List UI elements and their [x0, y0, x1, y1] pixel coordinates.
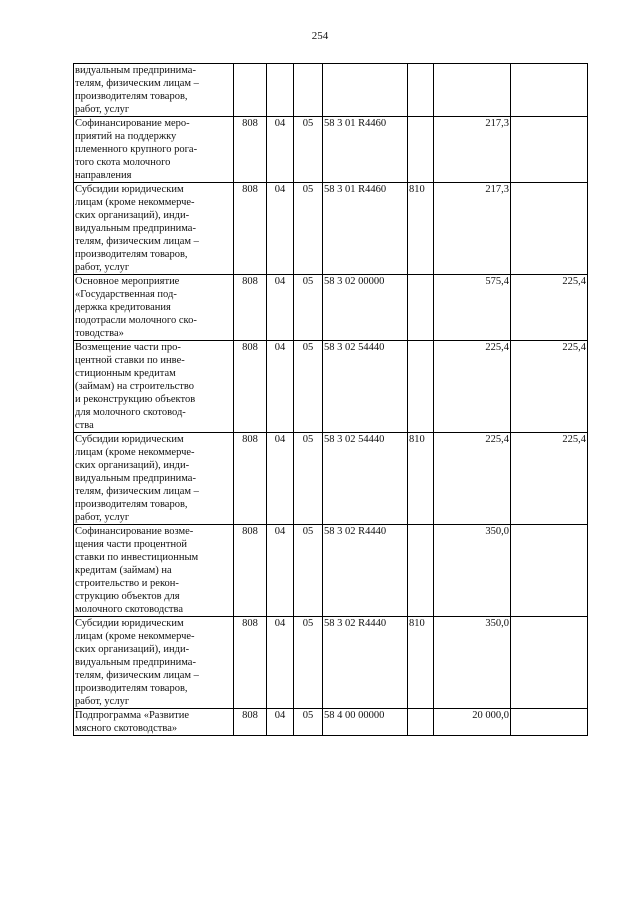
- cell-ministry-code: 808: [234, 709, 267, 736]
- item-name-line: ских организаций), инди-: [75, 210, 190, 221]
- item-name-line: Подпрограмма «Развитие: [75, 710, 190, 721]
- item-name-line: Субсидии юридическим: [75, 618, 184, 629]
- cell-section-code: 04: [267, 183, 294, 275]
- cell-expense-type: [408, 275, 434, 341]
- cell-amount-1: 217,3: [434, 183, 511, 275]
- table-row: [74, 64, 588, 117]
- cell-ministry-code: 808: [234, 433, 267, 525]
- cell-amount-2: [511, 525, 588, 617]
- cell-ministry-code: 808: [234, 525, 267, 617]
- item-name-line: производителям товаров,: [75, 683, 188, 694]
- item-name-line: видуальным предпринима-: [75, 473, 196, 484]
- cell-ministry-code: 808: [234, 341, 267, 433]
- item-name-line: племенного крупного рога-: [75, 144, 198, 155]
- item-name-line: Софинансирование возме-: [75, 526, 194, 537]
- cell-expense-type: [408, 709, 434, 736]
- cell-amount-2: 225,4: [511, 341, 588, 433]
- cell-expense-type: 810: [408, 617, 434, 709]
- cell-section-code: [267, 64, 294, 117]
- item-name-line: видуальным предпринима-: [75, 657, 196, 668]
- cell-section-code: 04: [267, 709, 294, 736]
- cell-section-code: 04: [267, 341, 294, 433]
- item-name-line: видуальным предпринима-: [75, 223, 196, 234]
- cell-ministry-code: 808: [234, 275, 267, 341]
- cell-amount-2: [511, 709, 588, 736]
- item-name-line: производителям товаров,: [75, 499, 188, 510]
- cell-amount-2: 225,4: [511, 275, 588, 341]
- cell-subsection-code: 05: [294, 709, 323, 736]
- item-name-line: работ, услуг: [75, 696, 130, 707]
- cell-ministry-code: [234, 64, 267, 117]
- item-name-line: для молочного скотовод-: [75, 407, 186, 418]
- cell-expense-type: 810: [408, 183, 434, 275]
- item-name-line: струкцию объектов для: [75, 591, 180, 602]
- item-name-line: ства: [75, 420, 94, 431]
- item-name-line: держка кредитования: [75, 302, 171, 313]
- cell-amount-1: 575,4: [434, 275, 511, 341]
- cell-target-article: 58 3 02 00000: [323, 275, 408, 341]
- cell-subsection-code: 05: [294, 433, 323, 525]
- item-name-line: приятий на поддержку: [75, 131, 177, 142]
- cell-expense-type: [408, 341, 434, 433]
- cell-expense-type: [408, 117, 434, 183]
- item-name-line: подотрасли молочного ско-: [75, 315, 197, 326]
- table-row: [74, 275, 588, 341]
- item-name-line: стиционным кредитам: [75, 368, 176, 379]
- cell-target-article: 58 3 02 54440: [323, 433, 408, 525]
- cell-section-code: 04: [267, 433, 294, 525]
- item-name-line: Софинансирование меро-: [75, 118, 190, 129]
- item-name-line: лицам (кроме некоммерче-: [75, 197, 195, 208]
- cell-amount-1: [434, 64, 511, 117]
- cell-target-article: 58 3 02 R4440: [323, 525, 408, 617]
- cell-item-name: [74, 275, 234, 341]
- table-row: [74, 433, 588, 525]
- cell-item-name: [74, 341, 234, 433]
- budget-table-body: [74, 64, 588, 736]
- cell-amount-2: 225,4: [511, 433, 588, 525]
- cell-target-article: 58 3 01 R4460: [323, 117, 408, 183]
- cell-target-article: 58 3 01 R4460: [323, 183, 408, 275]
- item-name-line: телям, физическим лицам –: [75, 236, 199, 247]
- item-name-line: Субсидии юридическим: [75, 434, 184, 445]
- table-row: [74, 525, 588, 617]
- cell-target-article: 58 3 02 R4440: [323, 617, 408, 709]
- item-name-line: ских организаций), инди-: [75, 644, 190, 655]
- cell-amount-2: [511, 117, 588, 183]
- cell-expense-type: [408, 64, 434, 117]
- item-name-line: лицам (кроме некоммерче-: [75, 631, 195, 642]
- cell-item-name: [74, 617, 234, 709]
- item-name-line: работ, услуг: [75, 512, 130, 523]
- cell-expense-type: 810: [408, 433, 434, 525]
- cell-section-code: 04: [267, 275, 294, 341]
- cell-item-name: [74, 64, 234, 117]
- item-name-line: направления: [75, 170, 132, 181]
- item-name-line: «Государственная под-: [75, 289, 177, 300]
- item-name-line: телям, физическим лицам –: [75, 78, 199, 89]
- cell-section-code: 04: [267, 525, 294, 617]
- cell-subsection-code: 05: [294, 275, 323, 341]
- cell-amount-1: 20 000,0: [434, 709, 511, 736]
- budget-table: [73, 63, 588, 736]
- item-name-line: товодства»: [75, 328, 124, 339]
- cell-amount-2: [511, 617, 588, 709]
- item-name-line: ских организаций), инди-: [75, 460, 190, 471]
- item-name-line: телям, физическим лицам –: [75, 670, 199, 681]
- cell-amount-1: 225,4: [434, 433, 511, 525]
- item-name-line: (займам) на строительство: [75, 381, 194, 392]
- cell-subsection-code: 05: [294, 183, 323, 275]
- cell-subsection-code: 05: [294, 341, 323, 433]
- cell-amount-2: [511, 64, 588, 117]
- table-row: [74, 117, 588, 183]
- item-name-line: щения части процентной: [75, 539, 187, 550]
- item-name-line: кредитам (займам) на: [75, 565, 172, 576]
- table-row: [74, 617, 588, 709]
- item-name-line: ставки по инвестиционным: [75, 552, 199, 563]
- cell-subsection-code: [294, 64, 323, 117]
- item-name-line: центной ставки по инве-: [75, 355, 185, 366]
- cell-target-article: 58 4 00 00000: [323, 709, 408, 736]
- cell-subsection-code: 05: [294, 117, 323, 183]
- item-name-line: видуальным предпринима-: [75, 65, 196, 76]
- table-row: [74, 183, 588, 275]
- item-name-line: Субсидии юридическим: [75, 184, 184, 195]
- item-name-line: строительство и рекон-: [75, 578, 179, 589]
- item-name-line: молочного скотоводства: [75, 604, 183, 615]
- cell-target-article: [323, 64, 408, 117]
- cell-subsection-code: 05: [294, 617, 323, 709]
- cell-item-name: [74, 525, 234, 617]
- item-name-line: телям, физическим лицам –: [75, 486, 199, 497]
- cell-section-code: 04: [267, 117, 294, 183]
- cell-ministry-code: 808: [234, 617, 267, 709]
- table-row: [74, 341, 588, 433]
- cell-item-name: [74, 117, 234, 183]
- item-name-line: производителям товаров,: [75, 249, 188, 260]
- table-row: [74, 709, 588, 736]
- item-name-line: производителям товаров,: [75, 91, 188, 102]
- item-name-line: и реконструкцию объектов: [75, 394, 196, 405]
- cell-ministry-code: 808: [234, 183, 267, 275]
- page-number: 254: [311, 30, 329, 42]
- cell-item-name: [74, 183, 234, 275]
- cell-section-code: 04: [267, 617, 294, 709]
- item-name-line: того скота молочного: [75, 157, 171, 168]
- item-name-line: Основное мероприятие: [75, 276, 180, 287]
- cell-expense-type: [408, 525, 434, 617]
- cell-amount-1: 225,4: [434, 341, 511, 433]
- cell-subsection-code: 05: [294, 525, 323, 617]
- cell-item-name: [74, 709, 234, 736]
- cell-item-name: [74, 433, 234, 525]
- cell-ministry-code: 808: [234, 117, 267, 183]
- cell-target-article: 58 3 02 54440: [323, 341, 408, 433]
- cell-amount-1: 350,0: [434, 525, 511, 617]
- item-name-line: работ, услуг: [75, 104, 130, 115]
- cell-amount-1: 350,0: [434, 617, 511, 709]
- item-name-line: работ, услуг: [75, 262, 130, 273]
- cell-amount-2: [511, 183, 588, 275]
- item-name-line: Возмещение части про-: [75, 342, 181, 353]
- item-name-line: лицам (кроме некоммерче-: [75, 447, 195, 458]
- cell-amount-1: 217,3: [434, 117, 511, 183]
- item-name-line: мясного скотоводства»: [75, 723, 178, 734]
